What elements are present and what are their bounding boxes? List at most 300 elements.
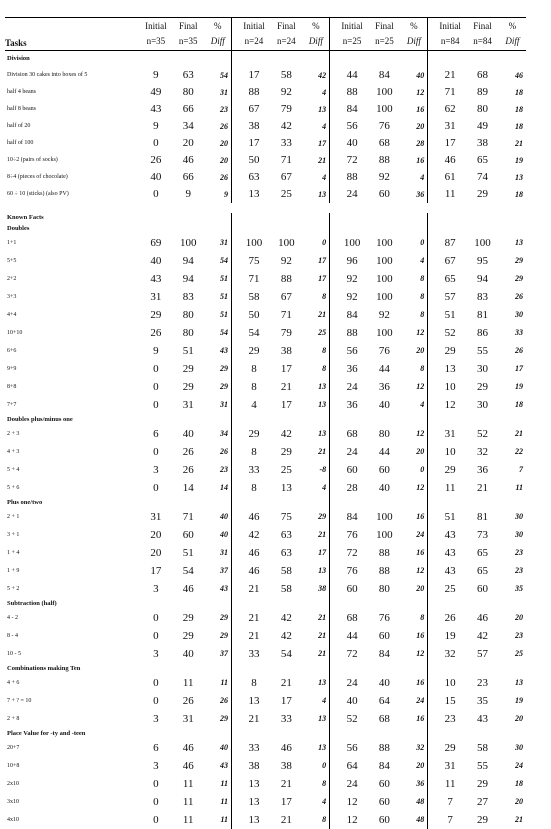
initial-value: 92 — [346, 290, 358, 303]
initial-value: 0 — [153, 137, 159, 149]
final-value: 23 — [477, 676, 489, 689]
diff-value: 21 — [318, 631, 327, 640]
initial-value: 87 — [444, 236, 456, 249]
diff-header-bottom: Diff — [204, 31, 231, 51]
final-value: 74 — [477, 171, 489, 183]
diff-value: 19 — [515, 382, 523, 391]
initial-value: 69 — [150, 236, 162, 249]
initial-value: 9 — [153, 344, 159, 357]
diff-value: 12 — [416, 429, 425, 438]
initial-header-bottom: n=84 — [434, 31, 466, 51]
final-value: 17 — [280, 362, 292, 375]
final-value: 40 — [182, 647, 194, 660]
section-heading-row — [5, 223, 526, 234]
diff-value: 17 — [318, 548, 327, 557]
table-row — [5, 793, 526, 811]
final-value: 29 — [280, 445, 292, 458]
section-heading: Division — [7, 55, 30, 63]
diff-value: 26 — [220, 172, 229, 182]
final-value: 100 — [376, 236, 393, 249]
final-value: 9 — [185, 188, 191, 200]
diff-value: 30 — [515, 512, 523, 521]
diff-value: 16 — [416, 104, 425, 114]
final-value: 100 — [376, 510, 393, 523]
diff-value: 4 — [322, 172, 327, 182]
diff-value: 18 — [515, 779, 523, 788]
final-value: 30 — [477, 362, 489, 375]
initial-value: 84 — [346, 308, 358, 321]
initial-value: 13 — [248, 188, 260, 200]
initial-value: 24 — [346, 676, 358, 689]
final-value: 66 — [182, 171, 194, 183]
task-label: 3+3 — [7, 293, 17, 300]
initial-value: 60 — [346, 463, 358, 476]
diff-value: 4 — [420, 400, 425, 409]
task-label: 10+10 — [7, 329, 23, 336]
diff-value: 26 — [220, 447, 229, 456]
diff-value: 8 — [322, 815, 327, 824]
diff-value: 54 — [220, 256, 229, 265]
diff-value: 13 — [318, 566, 327, 575]
diff-value: 13 — [515, 678, 523, 687]
diff-value: 21 — [318, 649, 327, 658]
section-heading-row — [5, 51, 526, 67]
final-value: 11 — [182, 813, 194, 826]
final-value: 65 — [477, 546, 489, 559]
final-value: 25 — [280, 463, 292, 476]
initial-value: 0 — [153, 777, 159, 790]
initial-value: 6 — [153, 741, 159, 754]
table-row — [5, 425, 526, 443]
diff-value: 29 — [318, 512, 327, 521]
diff-header-top: % — [312, 21, 320, 31]
diff-header-bottom: Diff — [303, 31, 330, 51]
final-value: 27 — [477, 795, 489, 808]
initial-value: 43 — [444, 528, 456, 541]
initial-value: 17 — [444, 137, 456, 149]
diff-value: 0 — [420, 465, 425, 474]
final-value: 92 — [280, 86, 292, 98]
diff-value: 4 — [322, 797, 327, 806]
task-label: Division 30 cakes into boxes of 5 — [7, 72, 88, 78]
task-label: 3 + 1 — [7, 531, 20, 538]
initial-value: 31 — [444, 427, 456, 440]
diff-value: 21 — [318, 447, 327, 456]
initial-value: 62 — [444, 103, 456, 115]
diff-value: 20 — [515, 714, 523, 723]
final-value: 80 — [477, 103, 489, 115]
diff-value: 21 — [515, 429, 523, 438]
final-value: 58 — [280, 564, 292, 577]
initial-value: 72 — [346, 154, 358, 166]
diff-value: 51 — [220, 310, 229, 319]
initial-value: 88 — [248, 86, 260, 98]
final-value: 71 — [280, 308, 292, 321]
diff-value: 19 — [515, 155, 523, 165]
final-value: 80 — [378, 427, 390, 440]
diff-value: 18 — [515, 400, 523, 409]
initial-header-top: Initial — [341, 21, 363, 31]
diff-value: 19 — [515, 696, 523, 705]
task-label: 8÷4 (pieces of chocolate) — [7, 174, 68, 180]
task-label: half of 100 — [7, 140, 34, 146]
diff-value: 8 — [420, 613, 425, 622]
diff-value: 21 — [318, 310, 327, 319]
final-value: 25 — [280, 188, 292, 200]
initial-value: 31 — [150, 510, 162, 523]
initial-value: 88 — [346, 171, 358, 183]
initial-value: 40 — [150, 254, 162, 267]
final-value: 29 — [182, 629, 194, 642]
initial-value: 49 — [150, 86, 162, 98]
final-value: 21 — [477, 481, 489, 494]
final-value: 29 — [477, 777, 489, 790]
diff-value: 8 — [322, 292, 327, 301]
final-value: 60 — [477, 582, 489, 595]
initial-value: 21 — [248, 611, 260, 624]
final-value: 40 — [378, 398, 390, 411]
initial-value: 17 — [248, 137, 260, 149]
task-label: 1 + 9 — [7, 567, 20, 574]
final-value: 42 — [477, 629, 489, 642]
final-value: 58 — [280, 582, 292, 595]
diff-value: 16 — [416, 678, 425, 687]
diff-value: 8 — [322, 779, 327, 788]
initial-value: 52 — [444, 326, 456, 339]
diff-value: 29 — [515, 274, 523, 283]
final-value: 55 — [477, 759, 489, 772]
final-value: 88 — [378, 741, 390, 754]
final-value: 46 — [182, 759, 194, 772]
diff-value: 18 — [515, 189, 523, 199]
initial-header-bottom: n=24 — [238, 31, 270, 51]
table-row — [5, 378, 526, 396]
initial-value: 13 — [444, 362, 456, 375]
diff-value: 16 — [416, 631, 425, 640]
diff-value: 20 — [416, 121, 425, 131]
initial-value: 29 — [444, 463, 456, 476]
diff-value: 29 — [220, 382, 229, 391]
table-body — [5, 51, 526, 829]
initial-value: 20 — [150, 528, 162, 541]
diff-value: 32 — [416, 743, 425, 752]
final-value: 21 — [280, 813, 292, 826]
final-value: 95 — [477, 254, 489, 267]
results-table-document — [5, 17, 526, 829]
initial-value: 46 — [248, 510, 260, 523]
final-value: 100 — [376, 254, 393, 267]
diff-value: 31 — [220, 238, 229, 247]
final-value: 63 — [280, 546, 292, 559]
final-value: 60 — [378, 463, 390, 476]
initial-value: 8 — [251, 380, 257, 393]
initial-value: 71 — [248, 272, 260, 285]
final-value: 88 — [378, 154, 390, 166]
final-value: 100 — [278, 236, 295, 249]
final-value: 68 — [378, 137, 390, 149]
initial-value: 29 — [248, 427, 260, 440]
final-value: 46 — [182, 582, 194, 595]
initial-value: 6 — [153, 427, 159, 440]
final-value: 29 — [182, 611, 194, 624]
final-value: 67 — [280, 171, 292, 183]
table-row — [5, 324, 526, 342]
final-value: 26 — [182, 445, 194, 458]
initial-value: 11 — [444, 481, 456, 494]
task-label: 2+2 — [7, 275, 17, 282]
initial-value: 31 — [444, 759, 456, 772]
initial-value: 88 — [346, 326, 358, 339]
diff-header-top: % — [410, 21, 418, 31]
diff-value: 0 — [322, 761, 327, 770]
final-header-top: Final — [277, 21, 296, 31]
table-row — [5, 234, 526, 252]
initial-value: 29 — [248, 344, 260, 357]
initial-value: 33 — [248, 463, 260, 476]
initial-header-bottom: n=35 — [140, 31, 172, 51]
diff-value: 18 — [515, 121, 523, 131]
final-value: 29 — [477, 813, 489, 826]
final-value: 94 — [182, 254, 194, 267]
initial-value: 57 — [444, 290, 456, 303]
diff-value: 9 — [224, 189, 229, 199]
task-label: 4x10 — [7, 816, 19, 823]
initial-value: 26 — [150, 154, 162, 166]
diff-value: 13 — [318, 678, 327, 687]
diff-value: 43 — [220, 584, 229, 593]
diff-value: 20 — [515, 613, 523, 622]
initial-value: 68 — [346, 427, 358, 440]
diff-value: 20 — [416, 584, 425, 593]
final-value: 64 — [378, 694, 390, 707]
final-value: 100 — [179, 236, 197, 249]
final-value: 76 — [378, 611, 390, 624]
section-heading-row — [5, 414, 526, 425]
initial-value: 33 — [248, 741, 260, 754]
initial-value: 50 — [248, 154, 260, 166]
initial-value: 17 — [150, 564, 162, 577]
diff-value: 4 — [322, 483, 327, 492]
section-heading-row — [5, 598, 526, 609]
final-value: 80 — [182, 308, 194, 321]
task-label: 1+1 — [7, 239, 17, 246]
initial-value: 26 — [444, 611, 456, 624]
initial-value: 0 — [153, 629, 159, 642]
table-row — [5, 84, 526, 101]
task-label: 2 + 8 — [7, 715, 20, 722]
diff-value: 43 — [220, 346, 229, 355]
diff-value: 12 — [416, 87, 425, 97]
final-value: 88 — [378, 546, 390, 559]
diff-value: 34 — [220, 429, 229, 438]
final-value: 17 — [280, 795, 292, 808]
diff-value: 43 — [220, 761, 229, 770]
table-row — [5, 360, 526, 378]
final-value: 100 — [376, 272, 393, 285]
final-value: 68 — [477, 69, 489, 81]
diff-value: 12 — [416, 328, 425, 337]
final-value: 80 — [182, 326, 194, 339]
diff-value: 12 — [416, 566, 425, 575]
diff-value: 36 — [416, 189, 425, 199]
table-row — [5, 739, 526, 757]
initial-value: 88 — [346, 86, 358, 98]
diff-value: 23 — [515, 566, 523, 575]
initial-value: 54 — [248, 326, 260, 339]
initial-value: 21 — [444, 69, 456, 81]
diff-value: 16 — [416, 512, 425, 521]
table-row — [5, 169, 526, 186]
initial-value: 26 — [150, 326, 162, 339]
diff-value: 28 — [416, 138, 425, 148]
final-value: 63 — [280, 528, 292, 541]
initial-header-bottom: n=25 — [336, 31, 368, 51]
section-heading-row — [5, 497, 526, 508]
diff-value: 11 — [220, 779, 229, 788]
initial-value: 3 — [153, 712, 159, 725]
tasks-header-spacer — [5, 18, 140, 31]
table-row — [5, 306, 526, 324]
task-label: 3x10 — [7, 798, 19, 805]
initial-value: 24 — [346, 777, 358, 790]
initial-value: 23 — [444, 712, 456, 725]
diff-value: 4 — [420, 172, 425, 182]
task-label: 9+9 — [7, 365, 17, 372]
diff-value: 23 — [515, 548, 523, 557]
task-label: 4 + 6 — [7, 679, 20, 686]
final-value: 80 — [182, 86, 194, 98]
initial-value: 36 — [346, 362, 358, 375]
final-value: 29 — [182, 362, 194, 375]
diff-value: 51 — [220, 274, 229, 283]
task-label: 60 ÷ 10 (sticks) (also PV) — [7, 191, 69, 197]
initial-value: 75 — [248, 254, 260, 267]
final-value: 54 — [182, 564, 194, 577]
diff-value: 18 — [515, 104, 523, 114]
diff-value: 11 — [220, 815, 229, 824]
initial-value: 46 — [248, 564, 260, 577]
final-value: 30 — [477, 398, 489, 411]
task-label: 2 + 1 — [7, 513, 20, 520]
diff-value: 20 — [416, 346, 425, 355]
task-label: 10+8 — [7, 762, 20, 769]
task-label: 2x10 — [7, 780, 19, 787]
initial-value: 38 — [248, 120, 260, 132]
results-table — [5, 17, 526, 829]
final-value: 75 — [280, 510, 292, 523]
final-value: 38 — [280, 344, 292, 357]
initial-value: 8 — [251, 445, 257, 458]
final-header-bottom: n=84 — [466, 31, 498, 51]
diff-value: 24 — [515, 761, 523, 770]
diff-value: 0 — [420, 238, 425, 247]
initial-value: 67 — [248, 103, 260, 115]
diff-value: 14 — [220, 483, 229, 492]
diff-value: 33 — [515, 328, 523, 337]
diff-value: 13 — [318, 714, 327, 723]
diff-value: 20 — [416, 761, 425, 770]
diff-value: 46 — [515, 70, 523, 80]
task-label: 8 - 4 — [7, 632, 18, 639]
table-row — [5, 645, 526, 663]
task-label: 4 - 2 — [7, 614, 18, 621]
final-value: 42 — [280, 120, 292, 132]
final-value: 51 — [182, 344, 194, 357]
diff-value: 20 — [220, 155, 229, 165]
initial-value: 20 — [150, 546, 162, 559]
final-value: 40 — [182, 427, 194, 440]
initial-value: 33 — [248, 647, 260, 660]
final-value: 21 — [280, 777, 292, 790]
section-heading: Subtraction (half) — [7, 599, 57, 607]
initial-value: 24 — [346, 380, 358, 393]
final-header-top: Final — [473, 21, 492, 31]
diff-value: 29 — [220, 714, 229, 723]
initial-value: 13 — [248, 777, 260, 790]
initial-value: 0 — [153, 481, 159, 494]
initial-value: 96 — [346, 254, 358, 267]
table-row — [5, 270, 526, 288]
diff-value: 29 — [220, 613, 229, 622]
initial-value: 0 — [153, 445, 159, 458]
diff-value: 21 — [318, 530, 327, 539]
final-header-bottom: n=24 — [270, 31, 302, 51]
diff-value: 31 — [220, 548, 229, 557]
diff-value: 12 — [416, 483, 425, 492]
final-value: 92 — [378, 308, 390, 321]
task-label: 10÷2 (pairs of socks) — [7, 157, 58, 163]
task-label: 10 - 5 — [7, 650, 21, 657]
final-value: 86 — [477, 326, 489, 339]
diff-value: 13 — [318, 743, 327, 752]
diff-value: 42 — [318, 70, 327, 80]
final-value: 42 — [280, 611, 292, 624]
final-value: 35 — [477, 694, 489, 707]
final-value: 81 — [477, 510, 489, 523]
initial-value: 0 — [153, 380, 159, 393]
initial-value: 7 — [447, 813, 453, 826]
final-value: 60 — [378, 813, 390, 826]
initial-header-top: Initial — [439, 21, 461, 31]
final-value: 83 — [182, 290, 194, 303]
initial-value: 29 — [150, 308, 162, 321]
diff-value: 7 — [519, 465, 523, 474]
diff-value: 30 — [515, 743, 523, 752]
initial-value: 4 — [251, 398, 257, 411]
initial-value: 10 — [444, 676, 456, 689]
diff-value: 35 — [515, 584, 523, 593]
section-heading: Place Value for -ty and -teen — [7, 729, 86, 737]
section-heading-row — [5, 213, 526, 223]
final-value: 83 — [477, 290, 489, 303]
diff-value: 54 — [220, 328, 229, 337]
final-value: 11 — [182, 777, 194, 790]
final-value: 76 — [378, 344, 390, 357]
initial-value: 3 — [153, 582, 159, 595]
diff-value: 21 — [515, 815, 523, 824]
final-value: 44 — [378, 362, 390, 375]
initial-value: 0 — [153, 813, 159, 826]
diff-value: 18 — [515, 87, 523, 97]
initial-value: 0 — [153, 362, 159, 375]
initial-value: 42 — [248, 528, 260, 541]
table-row — [5, 443, 526, 461]
diff-value: 16 — [416, 714, 425, 723]
table-row — [5, 580, 526, 598]
initial-value: 67 — [444, 254, 456, 267]
final-value: 36 — [477, 463, 489, 476]
table-row — [5, 252, 526, 270]
